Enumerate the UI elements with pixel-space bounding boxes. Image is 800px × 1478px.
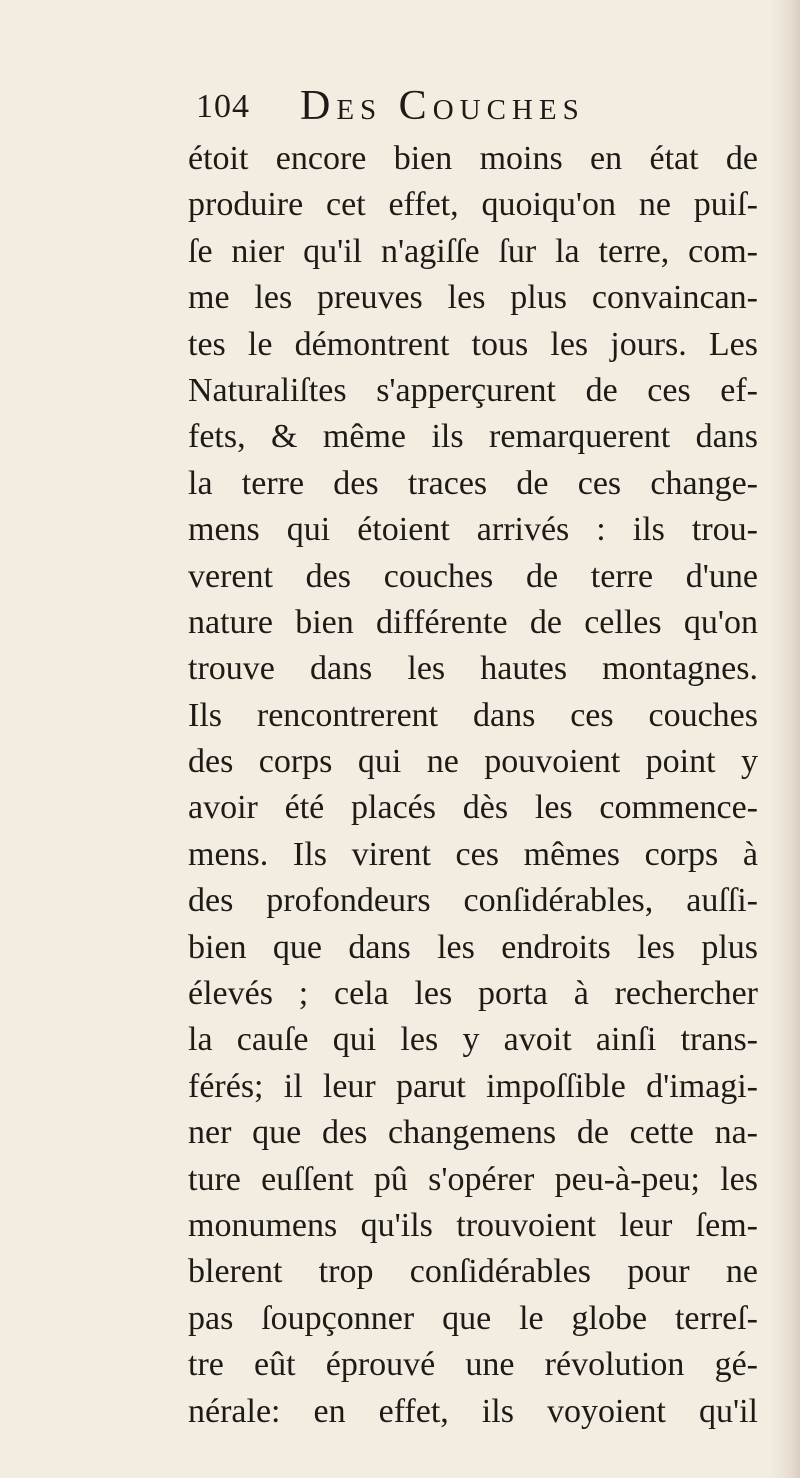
text-line: Ils rencontrerent dans ces couches [188,696,758,734]
text-line: nature bien différente de celles qu'on [188,603,758,641]
text-line: des corps qui ne pouvoient point y [188,743,758,781]
text-line: tes le démontrent tous les jours. Les [188,325,758,363]
page-number: 104 [196,88,250,125]
text-line: élevés ; cela les porta à rechercher [188,975,758,1013]
text-line: avoir été placés dès les commence- [188,789,758,827]
text-line: verent des couches de terre d'une [188,557,758,595]
text-line: nérale: en effet, ils voyoient qu'il [188,1392,758,1430]
text-line: tre eût éprouvé une révolution gé- [188,1346,758,1384]
running-title: Des Couches [300,83,585,129]
text-line: fets, & même ils remarquerent dans [188,418,758,456]
running-head [196,82,676,132]
body-text [188,136,768,1435]
text-line: blerent trop conſidérables pour ne [188,1253,758,1291]
text-line: ner que des changemens de cette na- [188,1114,758,1152]
text-line: produire cet effet, quoiqu'on ne puiſ- [188,186,758,224]
text-line: la terre des traces de ces change- [188,464,758,502]
text-line: des profondeurs conſidérables, auſſi- [188,882,758,920]
text-line: trouve dans les hautes montagnes. [188,650,758,688]
text-line: monumens qu'ils trouvoient leur ſem- [188,1206,758,1244]
text-line: la cauſe qui les y avoit ainſi trans- [188,1021,758,1059]
text-line: ſe nier qu'il n'agiſſe ſur la terre, com- [188,232,758,270]
text-line: ture euſſent pû s'opérer peu-à-peu; les [188,1160,758,1198]
text-line: pas ſoupçonner que le globe terreſ- [188,1299,758,1337]
text-line: me les preuves les plus convaincan- [188,279,758,317]
text-line: férés; il leur parut impoſſible d'imagi- [188,1067,758,1105]
text-line: Naturaliſtes s'apperçurent de ces ef- [188,371,758,409]
text-line: étoit encore bien moins en état de [188,140,758,177]
text-line: mens. Ils virent ces mêmes corps à [188,835,758,873]
text-line: bien que dans les endroits les plus [188,928,758,966]
text-line: mens qui étoient arrivés : ils trou- [188,511,758,549]
